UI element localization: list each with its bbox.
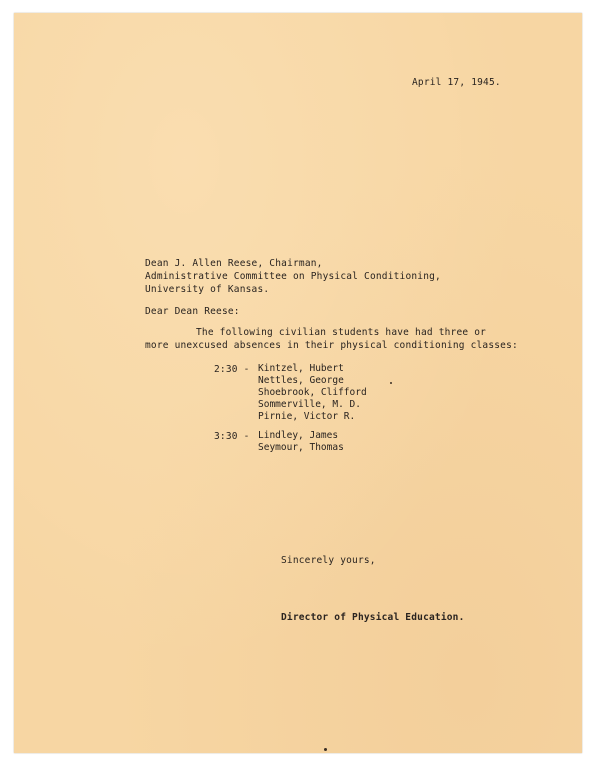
student-list-1	[258, 363, 367, 423]
student-name: Nettles, George	[258, 375, 344, 386]
salutation: Dear Dean Reese:	[145, 306, 240, 317]
ink-speck	[390, 382, 392, 384]
student-name: Pirnie, Victor R.	[258, 411, 356, 422]
group-time-2: 3:30 -	[214, 431, 250, 442]
signature-title: Director of Physical Education.	[281, 612, 465, 623]
group-time-1: 2:30 -	[214, 364, 250, 375]
student-name: Sommerville, M. D.	[258, 399, 361, 410]
letter-page	[14, 13, 582, 753]
body-line-1: The following civilian students have had three or	[196, 327, 487, 338]
student-name: Shoebrook, Clifford	[258, 387, 367, 398]
ink-speck	[324, 748, 327, 751]
recipient-line-3: University of Kansas.	[145, 284, 270, 295]
student-name: Kintzel, Hubert	[258, 363, 344, 374]
letter-date: April 17, 1945.	[412, 77, 501, 88]
recipient-line-2: Administrative Committee on Physical Conditioning,	[145, 271, 441, 282]
recipient-line-1: Dean J. Allen Reese, Chairman,	[145, 258, 323, 269]
closing: Sincerely yours,	[281, 555, 376, 566]
student-list-2	[258, 430, 344, 454]
student-name: Seymour, Thomas	[258, 442, 344, 453]
student-name: Lindley, James	[258, 430, 339, 441]
body-line-2: more unexcused absences in their physical conditioning classes:	[145, 340, 518, 351]
